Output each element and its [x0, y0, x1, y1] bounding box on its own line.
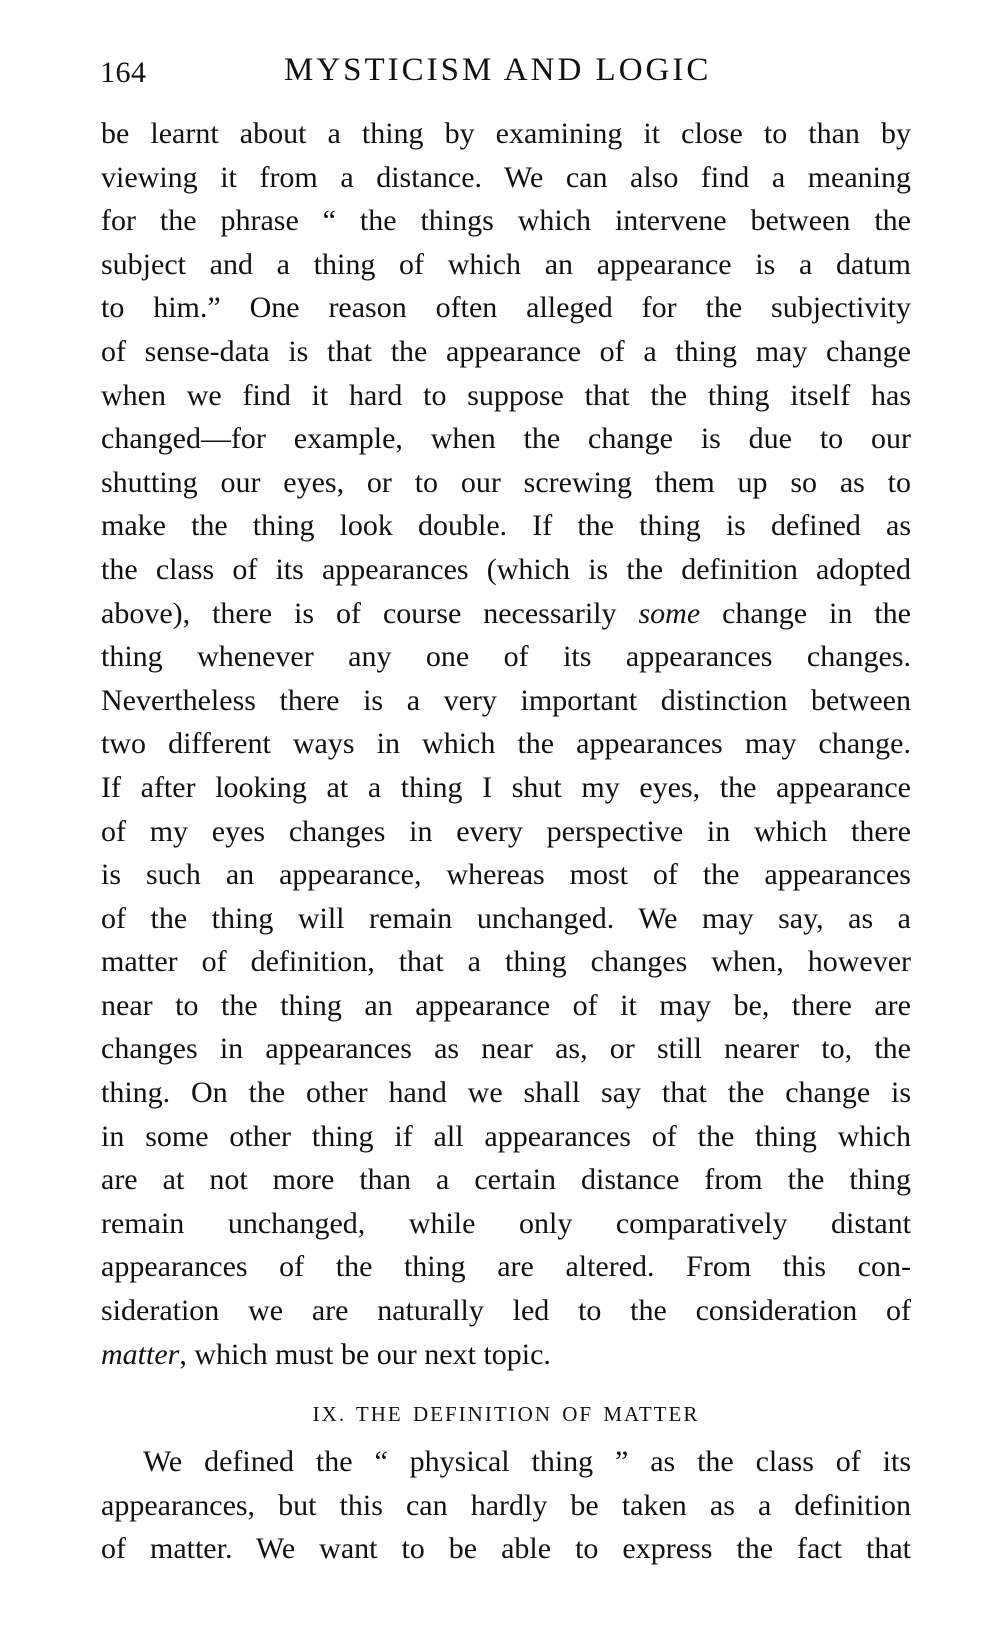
- text-line: to him.” One reason often alleged for the subjectivity: [101, 291, 911, 325]
- text-line: matter of definition, that a thing changes when, however: [101, 945, 911, 979]
- text-line: changed—for example, when the change is due to our: [101, 422, 911, 456]
- text-line: thing whenever any one of its appearances changes.: [101, 640, 911, 674]
- text-line: appearances of the thing are altered. From this con-: [101, 1250, 911, 1284]
- book-title: MYSTICISM AND LOGIC: [284, 52, 712, 88]
- text-line: make the thing look double. If the thing is defined as: [101, 509, 911, 543]
- italic-term: matter: [101, 1337, 180, 1371]
- text-line: If after looking at a thing I shut my eyes, the appearance: [101, 770, 911, 804]
- running-head: [100, 52, 912, 96]
- text-line: near to the thing an appearance of it may be, there are: [101, 988, 911, 1022]
- text-line: We defined the “ physical thing ” as the class of its: [143, 1445, 911, 1478]
- text-line: above), there is of course necessarily some change in the: [101, 596, 911, 630]
- page-number: 164: [100, 56, 147, 89]
- text-line: of my eyes changes in every perspective in which there: [101, 814, 911, 848]
- text-line: of the thing will remain unchanged. We may say, as a: [101, 901, 911, 935]
- text-line: viewing it from a distance. We can also find a meaning: [101, 160, 911, 194]
- text-line: changes in appearances as near as, or still nearer to, the: [101, 1032, 911, 1066]
- text-line: in some other thing if all appearances of the thing which: [101, 1119, 911, 1153]
- text-line: the class of its appearances (which is the definition adopted: [101, 552, 911, 586]
- text-line: remain unchanged, while only comparatively distant: [101, 1206, 911, 1240]
- text-line: when we find it hard to suppose that the thing itself has: [101, 378, 911, 412]
- section-heading: IX. THE DEFINITION OF MATTER: [312, 1402, 700, 1426]
- text-line: of matter. We want to be able to express the fact that: [101, 1532, 911, 1566]
- text-line: appearances, but this can hardly be taken as a definition: [101, 1488, 911, 1522]
- text-line: be learnt about a thing by examining it close to than by: [101, 117, 911, 150]
- text-line: matter, which must be our next topic.: [101, 1337, 551, 1371]
- text-line: subject and a thing of which an appearance is a datum: [101, 247, 911, 281]
- text-line: are at not more than a certain distance from the thing: [101, 1163, 911, 1197]
- text-line: Nevertheless there is a very important distinction between: [101, 683, 911, 717]
- text-line: for the phrase “ the things which intervene between the: [101, 204, 911, 238]
- text-line: of sense-data is that the appearance of a thing may change: [101, 334, 911, 368]
- text-line: shutting our eyes, or to our screwing them up so as to: [101, 465, 911, 499]
- paragraph-continued: [101, 112, 911, 1376]
- text-line: two different ways in which the appearances may change.: [101, 727, 911, 761]
- paragraph-new-section: [101, 1440, 911, 1571]
- text-line: sideration we are naturally led to the consideration of: [101, 1294, 911, 1328]
- text-line: is such an appearance, whereas most of the appearances: [101, 858, 911, 892]
- italic-term: some: [638, 596, 701, 630]
- text-line: thing. On the other hand we shall say that the change is: [101, 1076, 911, 1110]
